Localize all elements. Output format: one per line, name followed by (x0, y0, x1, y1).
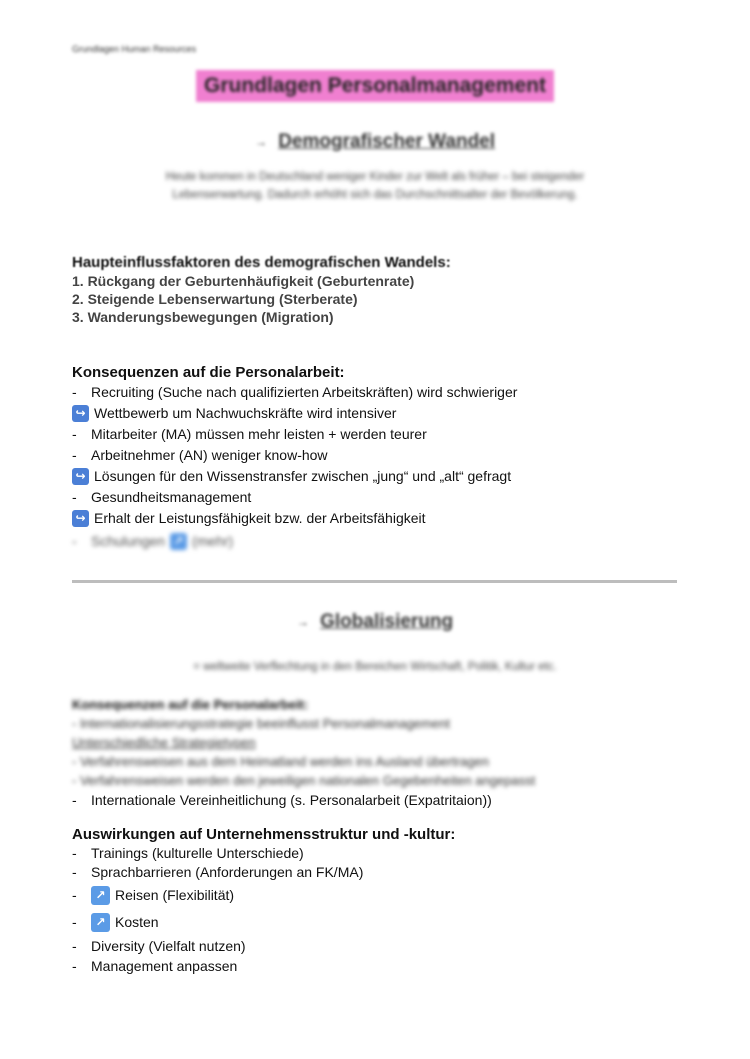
list-item (72, 863, 692, 882)
arrow-up-right-icon: ↗ (91, 913, 110, 932)
dash-marker: - (72, 938, 77, 954)
section-intro (95, 168, 655, 204)
factors-block (72, 254, 692, 326)
arrow-return-icon: ↪ (72, 468, 89, 485)
factors-heading: Haupteinflussfaktoren des demografischen Wandels: (72, 254, 451, 271)
dash-marker: - (72, 845, 77, 861)
list-item (72, 424, 692, 445)
consequences-heading: Konsequenzen auf die Personalarbeit: (72, 364, 345, 381)
page-header: Grundlagen Human Resources (72, 44, 197, 54)
section-heading-text: Demografischer Wandel (278, 131, 496, 152)
arrow-icon: → (254, 134, 267, 149)
dash-marker: - (72, 958, 77, 974)
list-item-suffix: (mehr) (191, 533, 234, 549)
effects-block (72, 826, 692, 976)
list-item (72, 844, 692, 863)
blur-line: - Verfahrensweisen aus dem Heimatland werden ins Ausland übertragen (72, 754, 489, 769)
list-item (72, 531, 692, 552)
list-item-text: Recruiting (Suche nach qualifizierten Arbeitskräften) wird schwieriger (91, 384, 518, 400)
arrow-up-right-icon: ↗ (91, 886, 110, 905)
list-item (72, 936, 692, 956)
list-item-text: Lösungen für den Wissenstransfer zwischen „jung“ und „alt“ gefragt (94, 468, 512, 484)
list-item (72, 882, 692, 909)
blur-line: - Verfahrensweisen werden den jeweiligen nationalen Gegebenheiten angepasst (72, 773, 536, 788)
arrow-return-icon: ↪ (72, 510, 89, 527)
dash-marker: - (72, 914, 77, 930)
list-item-text: Reisen (Flexibilität) (115, 887, 235, 903)
intro-line: Heute kommen in Deutschland weniger Kinder zur Welt als früher – bei steigender (165, 171, 585, 183)
dash-marker: - (72, 489, 77, 505)
list-item (72, 487, 692, 508)
dash-marker: - (72, 426, 77, 442)
factor-item: 2. Steigende Lebenserwartung (Sterberate) (72, 291, 358, 307)
dash-marker: - (72, 447, 77, 463)
list-item-text: Internationale Vereinheitlichung (s. Personalarbeit (Expatritaion)) (91, 792, 492, 808)
intro-line: Lebenserwartung. Dadurch erhöht sich das Durchschnittsalter der Bevölkerung. (172, 189, 578, 201)
list-item-text: Trainings (kulturelle Unterschiede) (91, 845, 304, 861)
section-intro: = weltweite Verflechtung in den Bereichen Wirtschaft, Politik, Kultur etc. (193, 661, 557, 673)
dash-marker: - (72, 864, 77, 880)
list-item-text: Wettbewerb um Nachwuchskräfte wird intensiver (94, 405, 397, 421)
dash-marker: - (72, 533, 77, 549)
list-item-text: Diversity (Vielfalt nutzen) (91, 938, 246, 954)
section-heading-globalisierung (0, 611, 750, 633)
list-item-text: Schulungen (91, 533, 165, 549)
list-item (72, 909, 692, 936)
arrow-return-icon: ↪ (72, 405, 89, 422)
consequences-heading: Konsequenzen auf die Personalarbeit: (72, 697, 309, 712)
list-item (72, 508, 692, 529)
list-item (72, 445, 692, 466)
blur-line: Unterschiedliche Strategietypen (72, 735, 256, 750)
list-item (72, 382, 692, 403)
list-item-text: Sprachbarrieren (Anforderungen an FK/MA) (91, 864, 364, 880)
effects-heading: Auswirkungen auf Unternehmensstruktur und -kultur: (72, 826, 456, 843)
title-wrap (0, 70, 750, 102)
consequences-block (72, 364, 692, 552)
factor-item: 3. Wanderungsbewegungen (Migration) (72, 309, 334, 325)
list-item-text: Mitarbeiter (MA) müssen mehr leisten + werden teurer (91, 426, 427, 442)
dash-marker: - (72, 384, 77, 400)
dash-marker: - (72, 887, 77, 903)
list-item-text: Kosten (115, 914, 159, 930)
global-consequences-block (72, 696, 692, 811)
arrow-icon: → (296, 614, 309, 629)
section-heading-text: Globalisierung (320, 611, 454, 632)
dash-marker: - (72, 792, 77, 808)
list-item (72, 790, 692, 811)
arrow-up-right-icon: ↗ (170, 533, 187, 550)
section-divider (72, 580, 677, 583)
list-item-text: Arbeitnehmer (AN) weniger know-how (91, 447, 328, 463)
list-item (72, 403, 692, 424)
list-item-text: Gesundheitsmanagement (91, 489, 252, 505)
section-heading-demografie (0, 131, 750, 153)
blur-line: - Internationalisierungsstrategie beeinflusst Personalmanagement (72, 716, 450, 731)
factor-item: 1. Rückgang der Geburtenhäufigkeit (Geburtenrate) (72, 273, 415, 289)
page-title: Grundlagen Personalmanagement (196, 70, 554, 102)
list-item-text: Management anpassen (91, 958, 238, 974)
list-item-text: Erhalt der Leistungsfähigkeit bzw. der Arbeitsfähigkeit (94, 510, 426, 526)
list-item (72, 466, 692, 487)
list-item (72, 956, 692, 976)
